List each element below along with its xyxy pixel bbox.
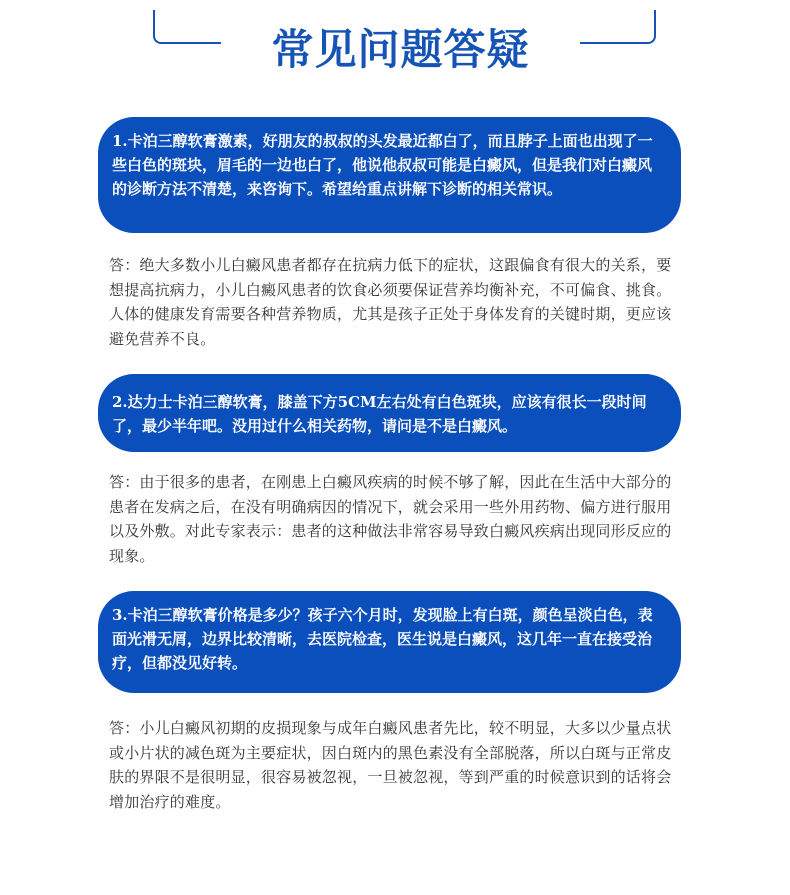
faq-answer-1: 答：绝大多数小儿白癜风患者都存在抗病力低下的症状，这跟偏食有很大的关系，要想提高抗病力，小儿白癜风患者的饮食必须要保证营养均衡补充，不可偏食、挑食。人体的健康发育需要各种营养物质，尤其是孩子正处于身体发育的关键时期，更应该避免营养不良。 <box>109 256 672 348</box>
faq-question-2-text: 2.达力士卡泊三醇软膏，膝盖下方5CM左右处有白色斑块，应该有很长一段时间了，最少半年吧。没用过什么相关药物，请问是不是白癜风。 <box>112 393 647 435</box>
faq-question-1-text: 1.卡泊三醇软膏激素，好朋友的叔叔的头发最近都白了，而且脖子上面也出现了一些白色的斑块，眉毛的一边也白了，他说他叔叔可能是白癜风，但是我们对白癜风的诊断方法不清楚，来咨询下。希望给重点讲解下诊断的相关常识。 <box>112 132 653 198</box>
faq-answer-2: 答：由于很多的患者，在刚患上白癜风疾病的时候不够了解，因此在生活中大部分的患者在发病之后，在没有明确病因的情况下，就会采用一些外用药物、偏方进行服用以及外敷。对此专家表示：患者的这种做法非常容易导致白癜风疾病出现同形反应的现象。 <box>109 473 672 565</box>
decorative-bracket-right <box>580 10 656 44</box>
page-header <box>0 0 790 90</box>
decorative-bracket-left <box>153 10 221 44</box>
faq-question-2 <box>98 374 681 452</box>
faq-answer-3: 答：小儿白癜风初期的皮损现象与成年白癜风患者先比，较不明显，大多以少量点状或小片状的减色斑为主要症状，因白斑内的黑色素没有全部脱落，所以白斑与正常皮肤的界限不是很明显，很容易被忽视，一旦被忽视，等到严重的时候意识到的话将会增加治疗的难度。 <box>109 719 672 811</box>
page-title: 常见问题答疑 <box>271 25 530 74</box>
faq-question-3-text: 3.卡泊三醇软膏价格是多少？孩子六个月时，发现脸上有白斑，颜色呈淡白色，表面光滑无屑，边界比较清晰，去医院检查，医生说是白癜风，这几年一直在接受治疗，但都没见好转。 <box>112 606 653 672</box>
faq-question-1 <box>98 117 681 233</box>
faq-question-3 <box>98 591 681 693</box>
